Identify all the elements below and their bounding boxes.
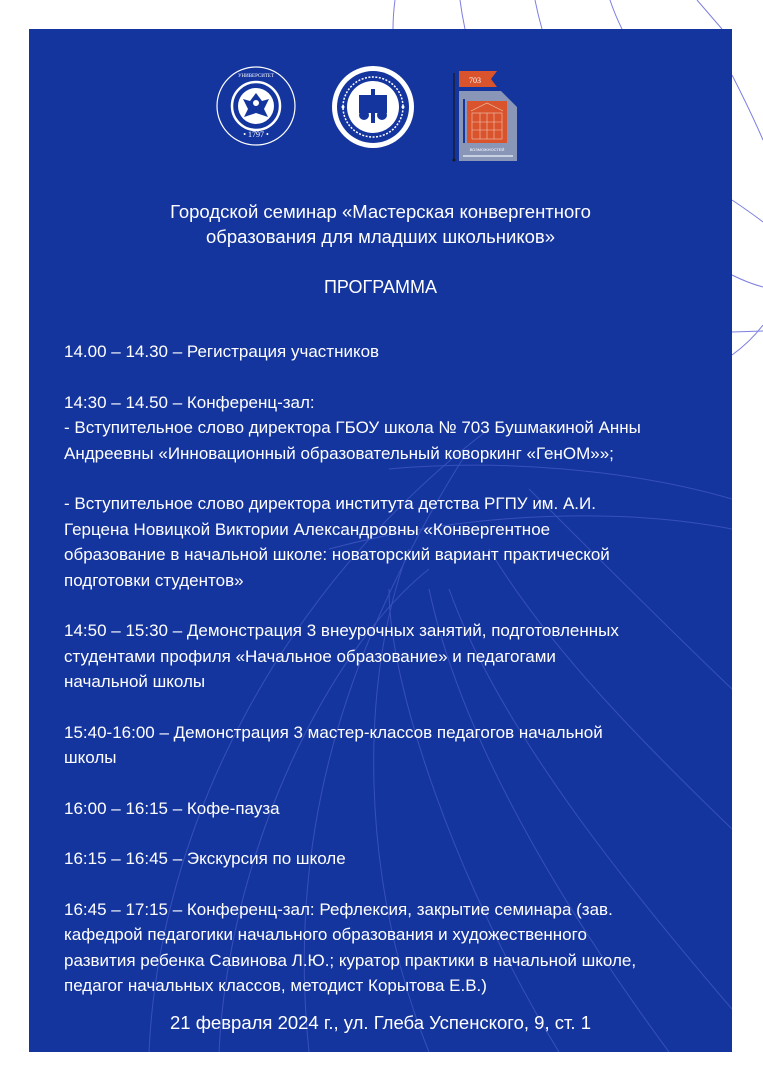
schedule-line: педагог начальных классов, методист Корытова Е.В.) [64,976,487,995]
schedule-line: студентами профиля «Начальное образование» и педагогами [64,646,556,666]
svg-text:703: 703 [469,76,481,85]
schedule-item-lessons-demo [64,618,704,695]
schedule-line: 15:40-16:00 – Демонстрация 3 мастер-классов педагогов начальной [64,722,603,742]
title-line-1: Городской семинар «Мастерская конвергентного [170,201,591,222]
schedule-item-opening-2 [64,491,704,593]
schedule-line: 16:45 – 17:15 – Конференц-зал: Рефлексия, закрытие семинара (зав. [64,899,613,919]
schedule-line: 14.00 – 14.30 – Регистрация участников [64,342,380,361]
schedule-line: Герцена Новицкой Виктории Александровны «Конвергентное [64,519,551,539]
schedule-item-coffee-break [64,796,704,822]
program-heading: ПРОГРАММА [323,277,438,297]
logo-row [29,65,732,165]
schedule-list [64,339,704,1024]
schedule-item-masterclasses [64,720,704,771]
svg-text:• 1797 •: • 1797 • [243,130,269,139]
schedule-line: 16:00 – 16:15 – Кофе-пауза [64,798,280,818]
date-address-footer: 21 февраля 2024 г., ул. Глеба Успенского, 9, ст. 1 [169,1012,591,1033]
poster-panel [29,29,732,1052]
schedule-line: 14:50 – 15:30 – Демонстрация 3 внеурочных занятий, подготовленных [64,621,619,640]
schedule-item-excursion [64,846,704,872]
schedule-line: 16:15 – 16:45 – Экскурсия по школе [64,849,346,868]
schedule-line: - Вступительное слово директора института детства РГПУ им. А.И. [64,494,596,513]
schedule-item-closing [64,897,704,999]
schedule-line: подготовки студентов» [64,570,244,590]
seminar-title [29,199,732,249]
schedule-line: развития ребенка Савинова Л.Ю.; куратор практики в начальной школе, [64,950,637,970]
school-703-logo-icon [449,67,529,167]
schedule-item-opening-1 [64,390,704,467]
schedule-line: - Вступительное слово директора ГБОУ школа № 703 Бушмакиной Анны [64,418,641,437]
herzen-university-seal-icon [215,65,297,147]
department-seal-icon [331,65,415,149]
schedule-line: начальной школы [64,672,206,691]
title-line-2: образования для младших школьников» [205,226,556,247]
schedule-line: кафедрой педагогики начального образования и художественного [64,925,587,944]
schedule-item-registration [64,339,704,365]
svg-text:ВОЗМОЖНОСТЕЙ: ВОЗМОЖНОСТЕЙ [469,147,505,152]
schedule-line: 14:30 – 14.50 – Конференц-зал: [64,392,315,412]
schedule-line: образование в начальной школе: новаторский вариант практической [64,545,610,564]
schedule-line: школы [64,748,117,767]
schedule-line: Андреевны «Инновационный образовательный коворкинг «ГенОМ»»; [64,443,614,463]
svg-text:УНИВЕРСИТЕТ: УНИВЕРСИТЕТ [237,74,275,79]
